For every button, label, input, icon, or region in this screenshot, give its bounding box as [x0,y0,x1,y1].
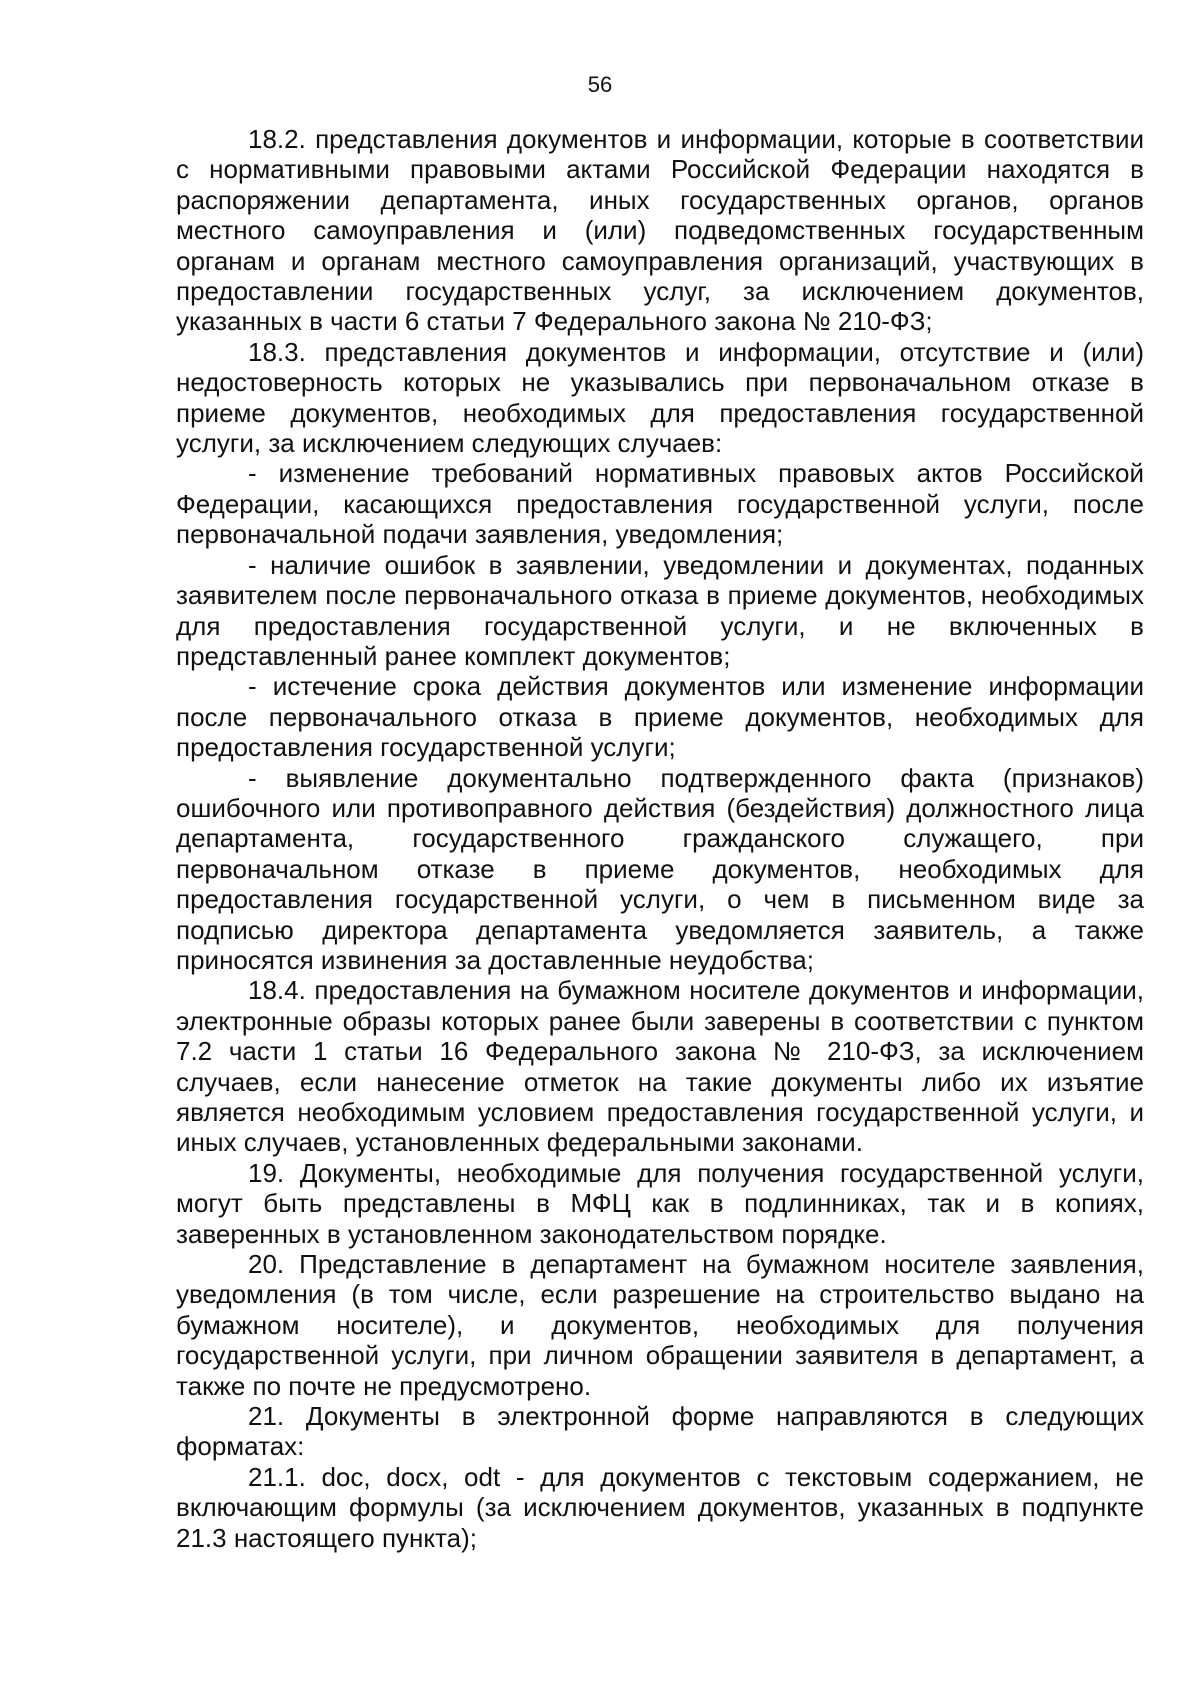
document-body [176,124,1144,1553]
paragraph-21-1: 21.1. doc, docx, odt - для документов с текстовым содержанием, не включающим формулы (за исключением документов, указанных в подпункте 21.3 настоящего пункта); [176,1461,1144,1553]
paragraph-18-4: 18.4. предоставления на бумажном носителе документов и информации, электронные образы которых ранее были заверены в соответствии с пунктом 7.2 части 1 статьи 16 Федерального закона № 210-ФЗ, за исключением случаев, если нанесение отметок на такие документы либо их изъятие является необходимым условием предоставления государственной услуги, и иных случаев, установленных федеральными законами. [176,975,1144,1158]
list-item-erroneous-action: - выявление документально подтвержденного факта (признаков) ошибочного или противоправного действия (бездействия) должностного лица департамента, государственного гражданского служащего, при первоначальном отказе в приеме документов, необходимых для предоставления государственной услуги, о чем в письменном виде за подписью директора департамента уведомляется заявитель, а также приносятся извинения за доставленные неудобства; [176,762,1144,975]
list-item-requirements-change: - изменение требований нормативных правовых актов Российской Федерации, касающихся предоставления государственной услуги, после первоначальной подачи заявления, уведомления; [176,458,1144,550]
paragraph-21: 21. Документы в электронной форме направляются в следующих форматах: [176,1401,1144,1462]
paragraph-20: 20. Представление в департамент на бумажном носителе заявления, уведомления (в том числе, если разрешение на строительство выдано на бумажном носителе), и документов, необходимых для получения государственной услуги, при личном обращении заявителя в департамент, а также по почте не предусмотрено. [176,1249,1144,1401]
paragraph-18-3: 18.3. представления документов и информации, отсутствие и (или) недостоверность которых не указывались при первоначальном отказе в приеме документов, необходимых для предоставления государственной услуги, за исключением следующих случаев: [176,336,1144,459]
list-item-errors-in-application: - наличие ошибок в заявлении, уведомлении и документах, поданных заявителем после первоначального отказа в приеме документов, необходимых для предоставления государственной услуги, и не включенных в представленный ранее комплект документов; [176,549,1144,671]
page-number: 56 [587,72,613,97]
paragraph-19: 19. Документы, необходимые для получения государственной услуги, могут быть представлены в МФЦ как в подлинниках, так и в копиях, заверенных в установленном законодательством порядке. [176,1157,1144,1249]
paragraph-18-2: 18.2. представления документов и информации, которые в соответствии с нормативными правовыми актами Российской Федерации находятся в распоряжении департамента, иных государственных органов, органов местного самоуправления и (или) подведомственных государственным органам и органам местного самоуправления организаций, участвующих в предоставлении государственных услуг, за исключением документов, указанных в части 6 статьи 7 Федерального закона № 210-ФЗ; [176,124,1144,337]
list-item-documents-expiry: - истечение срока действия документов или изменение информации после первоначального отказа в приеме документов, необходимых для предоставления государственной услуги; [176,671,1144,763]
